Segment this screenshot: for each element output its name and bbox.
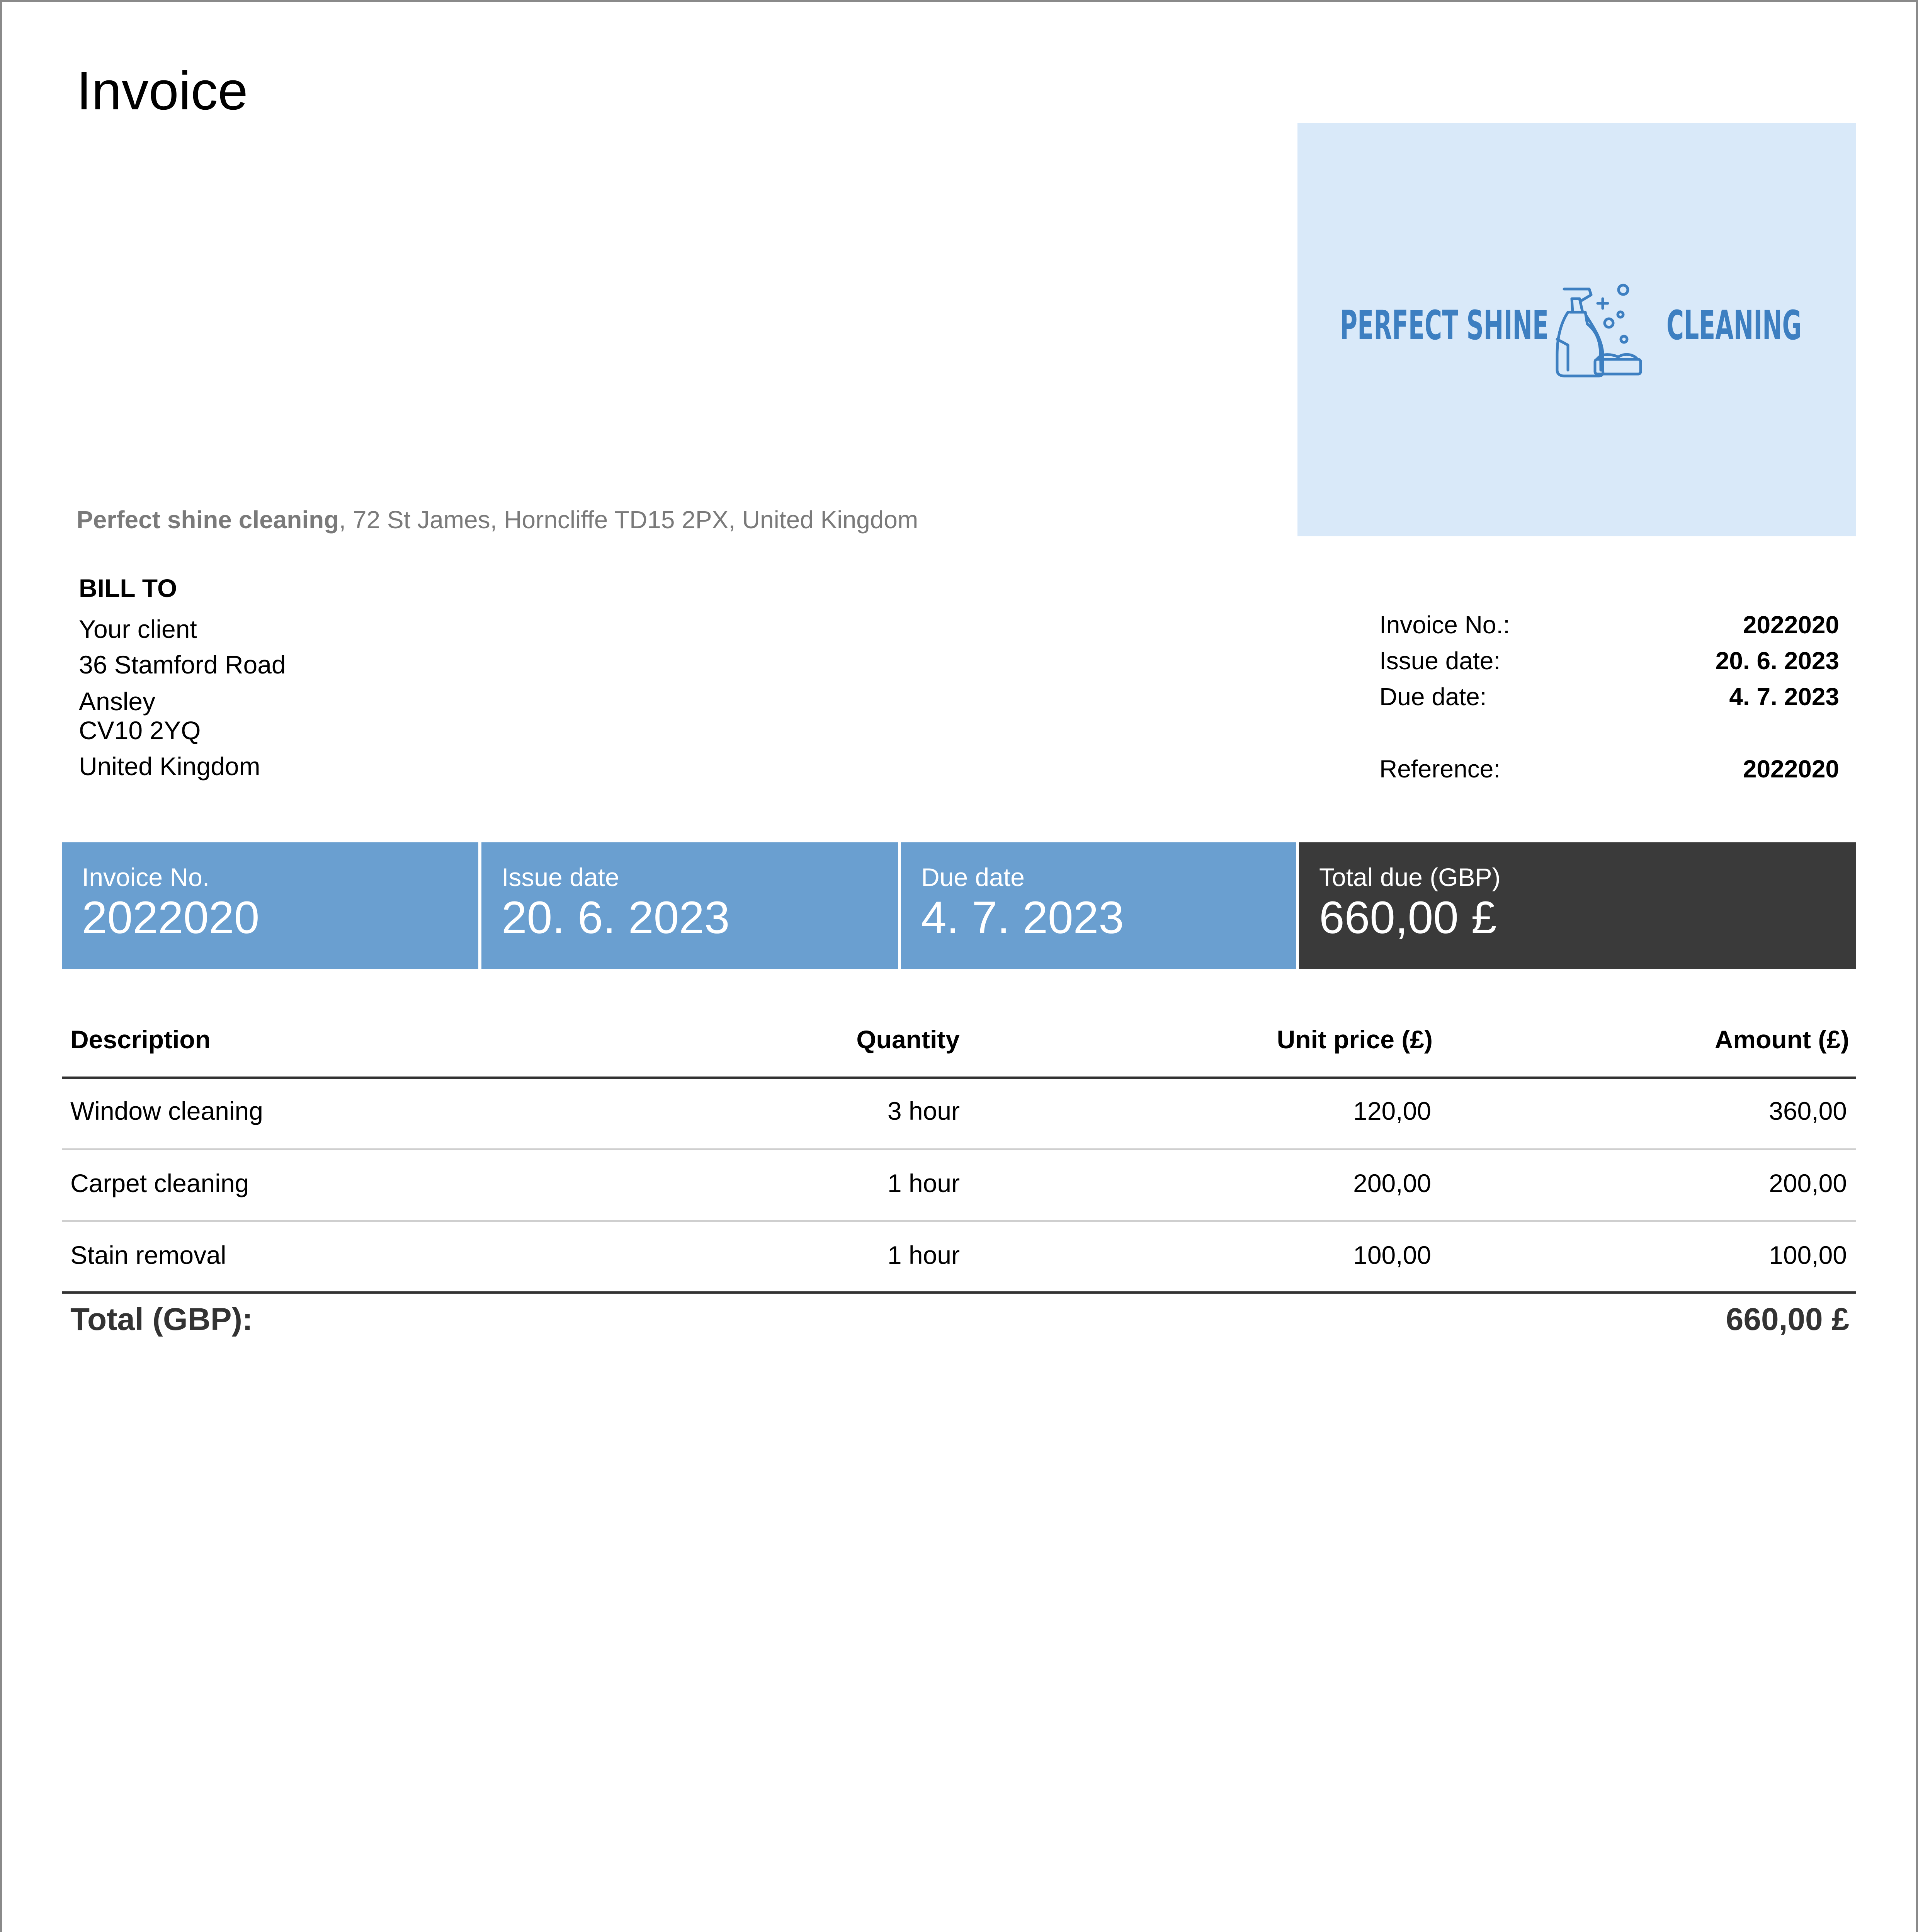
row-amount: 360,00	[1769, 1097, 1847, 1125]
sender-address: , 72 St James, Horncliffe TD15 2PX, United Kingdom	[339, 506, 918, 534]
spray-bottle-sponge-icon	[1557, 285, 1641, 376]
table-total-divider	[62, 1291, 1856, 1294]
column-header-description: Description	[70, 1025, 211, 1054]
bill-to-postcode: CV10 2YQ	[79, 716, 201, 745]
summary-value: 2022020	[82, 892, 260, 943]
bill-to-title: BILL TO	[79, 574, 177, 602]
issue-date-label: Issue date:	[1379, 647, 1501, 675]
row-quantity: 1 hour	[887, 1241, 960, 1269]
row-divider	[62, 1220, 1856, 1222]
summary-value: 660,00 £	[1319, 892, 1497, 943]
row-divider	[62, 1148, 1856, 1150]
summary-label: Total due (GBP)	[1319, 863, 1501, 891]
due-date-value: 4. 7. 2023	[1729, 683, 1839, 711]
row-unit-price: 120,00	[1353, 1097, 1431, 1125]
summary-value: 20. 6. 2023	[502, 892, 730, 943]
summary-issue-date	[481, 842, 898, 969]
row-amount: 100,00	[1769, 1241, 1847, 1269]
row-description: Carpet cleaning	[70, 1169, 249, 1197]
sender-address-line	[77, 504, 918, 535]
total-label: Total (GBP):	[70, 1302, 253, 1337]
invoice-number-value: 2022020	[1743, 611, 1839, 639]
row-quantity: 3 hour	[887, 1097, 960, 1125]
summary-total-due	[1299, 842, 1856, 969]
column-header-quantity: Quantity	[856, 1025, 960, 1054]
row-description: Stain removal	[70, 1241, 226, 1269]
row-description: Window cleaning	[70, 1097, 263, 1125]
bill-to-street: 36 Stamford Road	[79, 650, 286, 679]
bill-to-client-name: Your client	[79, 615, 197, 643]
summary-label: Invoice No.	[82, 863, 210, 891]
row-unit-price: 200,00	[1353, 1169, 1431, 1197]
logo-right-text: CLEANING	[1666, 302, 1802, 349]
row-amount: 200,00	[1769, 1169, 1847, 1197]
total-value: 660,00 £	[1726, 1302, 1849, 1337]
reference-label: Reference:	[1379, 755, 1501, 783]
reference-value: 2022020	[1743, 755, 1839, 783]
invoice-number-label: Invoice No.:	[1379, 611, 1510, 639]
due-date-label: Due date:	[1379, 683, 1487, 711]
column-header-unit-price: Unit price (£)	[1277, 1025, 1433, 1054]
summary-label: Issue date	[502, 863, 619, 891]
sender-name: Perfect shine cleaning	[77, 506, 339, 534]
logo-left-text: PERFECT SHINE	[1340, 302, 1549, 349]
document-title: Invoice	[77, 60, 248, 121]
logo-graphic	[1297, 123, 1856, 536]
column-header-amount: Amount (£)	[1714, 1025, 1849, 1054]
bill-to-city: Ansley	[79, 687, 156, 716]
summary-invoice-number	[62, 842, 478, 969]
row-quantity: 1 hour	[887, 1169, 960, 1197]
company-logo	[1297, 123, 1856, 536]
row-unit-price: 100,00	[1353, 1241, 1431, 1269]
table-header-divider	[62, 1077, 1856, 1079]
bill-to-country: United Kingdom	[79, 752, 260, 781]
summary-label: Due date	[921, 863, 1025, 891]
issue-date-value: 20. 6. 2023	[1715, 647, 1839, 675]
summary-value: 4. 7. 2023	[921, 892, 1124, 943]
summary-due-date	[901, 842, 1296, 969]
